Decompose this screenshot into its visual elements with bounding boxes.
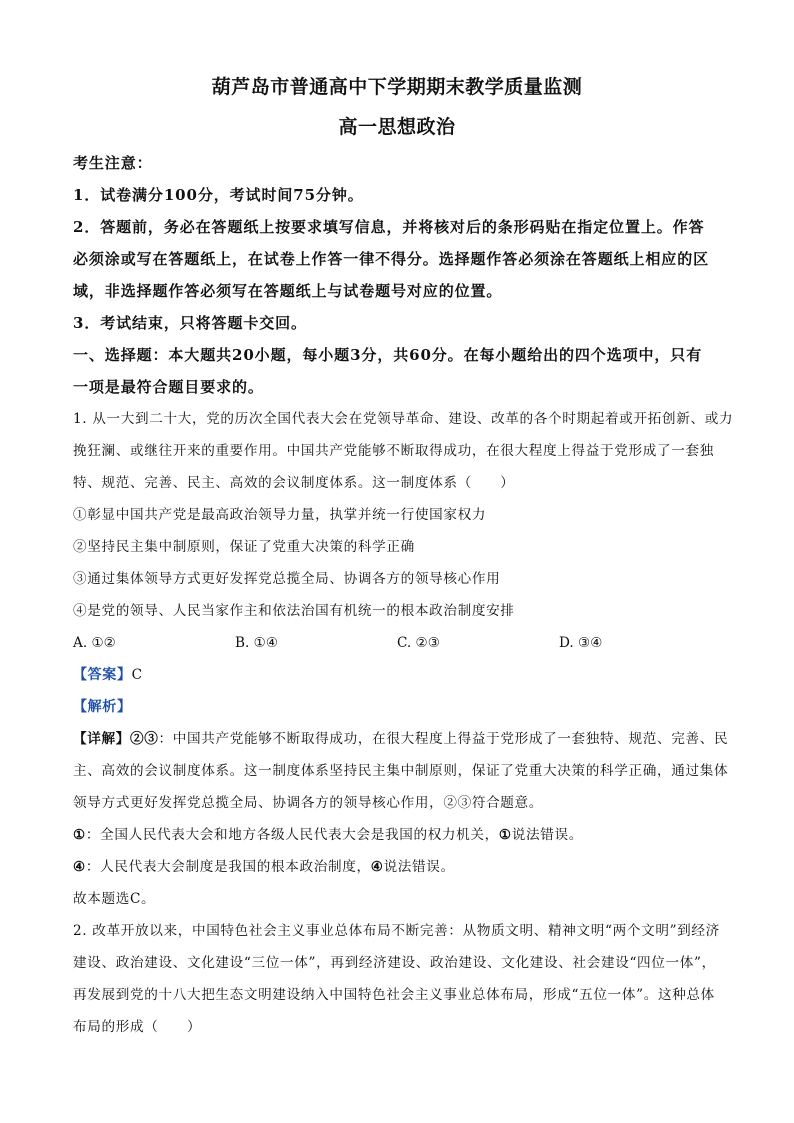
exclusion-line	[73, 851, 721, 883]
exclusion-lead: ①	[73, 827, 86, 843]
notice-item: 3．考试结束，只将答题卡交回。	[73, 314, 307, 332]
exclusion-text: ：人民代表大会制度是我国的根本政治制度，	[85, 859, 371, 875]
analysis-tag: 【解析】	[73, 699, 132, 715]
exclusion-line	[73, 819, 721, 851]
question-2-stem: 建设、政治建设、文化建设“三位一体”，再到经济建设、政治建设、文化建设、社会建设“四位一体”，	[73, 955, 716, 971]
notice-heading: 考生注意：	[73, 154, 153, 172]
question-1-options	[73, 627, 721, 659]
exclusion-text: ：全国人民代表大会和地方各级人民代表大会是我国的权力机关，	[85, 827, 499, 843]
document-title: 葫芦岛市普通高中下学期期末教学质量监测	[211, 76, 583, 98]
exclusion-tail: 说法错误。	[383, 859, 455, 875]
notice-item: 域，非选择题作答必须写在答题纸上与试卷题号对应的位置。	[73, 282, 503, 300]
subject-title: 高一思想政治	[338, 116, 456, 138]
question-1-stem: 挽狂澜、或继往开来的重要作用。中国共产党能够不断取得成功，在很大程度上得益于党形成了一套独	[73, 443, 714, 459]
conclusion-line: 故本题选C。	[73, 891, 156, 907]
question-1-stem: 1. 从一大到二十大，党的历次全国代表大会在党领导革命、建设、改革的各个时期起着或开拓创新、或力	[73, 411, 734, 427]
answer-line	[73, 659, 721, 691]
option-d: D. ③④	[559, 635, 603, 651]
exam-content	[73, 147, 734, 1043]
detail-line	[73, 723, 729, 755]
exclusion-lead: ④	[73, 859, 86, 875]
detail-line: 主、高效的会议制度体系。这一制度体系坚持民主集中制原则，保证了党重大决策的科学正确，通过集体	[73, 763, 729, 779]
option-a: A. ①②	[73, 635, 116, 651]
section-heading: 一项是最符合题目要求的。	[73, 378, 264, 396]
question-2-stem: 2. 改革开放以来，中国特色社会主义事业总体布局不断完善：从物质文明、精神文明“两个文明”到经济	[73, 923, 720, 939]
question-2-stem: 再发展到党的十八大把生态文明建设纳入中国特色社会主义事业总体布局，形成“五位一体”。这种总体	[73, 987, 715, 1003]
question-1-statement: ②坚持民主集中制原则，保证了党重大决策的科学正确	[73, 539, 415, 555]
notice-item: 1．试卷满分100分，考试时间75分钟。	[73, 186, 364, 204]
detail-text: ：中国共产党能够不断取得成功，在很大程度上得益于党形成了一套独特、规范、完善、民	[158, 731, 729, 747]
question-2-stem: 布局的形成（ ）	[73, 1019, 202, 1035]
option-b: B. ①④	[235, 635, 279, 651]
answer-tag: 【答案】	[73, 667, 132, 683]
exclusion-mark: ④	[370, 859, 384, 875]
question-1-statement: ①彰显中国共产党是最高政治领导力量，执掌并统一行使国家权力	[73, 507, 487, 523]
question-1-statement: ③通过集体领导方式更好发挥党总揽全局、协调各方的领导核心作用	[73, 571, 501, 587]
detail-lead: ②③	[129, 731, 159, 747]
exclusion-mark: ①	[498, 827, 512, 843]
question-1-stem: 特、规范、完善、民主、高效的会议制度体系。这一制度体系（ ）	[73, 475, 515, 491]
notice-item: 必须涂或写在答题纸上，在试卷上作答一律不得分。选择题作答必须涂在答题纸上相应的区	[73, 250, 710, 268]
section-heading: 一、选择题：本大题共20小题，每小题3分，共60分。在每小题给出的四个选项中，只有	[73, 346, 703, 364]
notice-item: 2．答题前，务必在答题纸上按要求填写信息，并将核对后的条形码贴在指定位置上。作答	[73, 218, 705, 236]
question-1-statement: ④是党的领导、人民当家作主和依法治国有机统一的根本政治制度安排	[73, 603, 515, 619]
exclusion-tail: 说法错误。	[511, 827, 583, 843]
option-c: C. ②③	[397, 635, 440, 651]
analysis-line	[73, 691, 721, 723]
answer-value: C	[131, 667, 143, 683]
detail-tag: 【详解】	[73, 731, 130, 747]
detail-line: 领导方式更好发挥党总揽全局、协调各方的领导核心作用，②③符合题意。	[73, 795, 544, 811]
